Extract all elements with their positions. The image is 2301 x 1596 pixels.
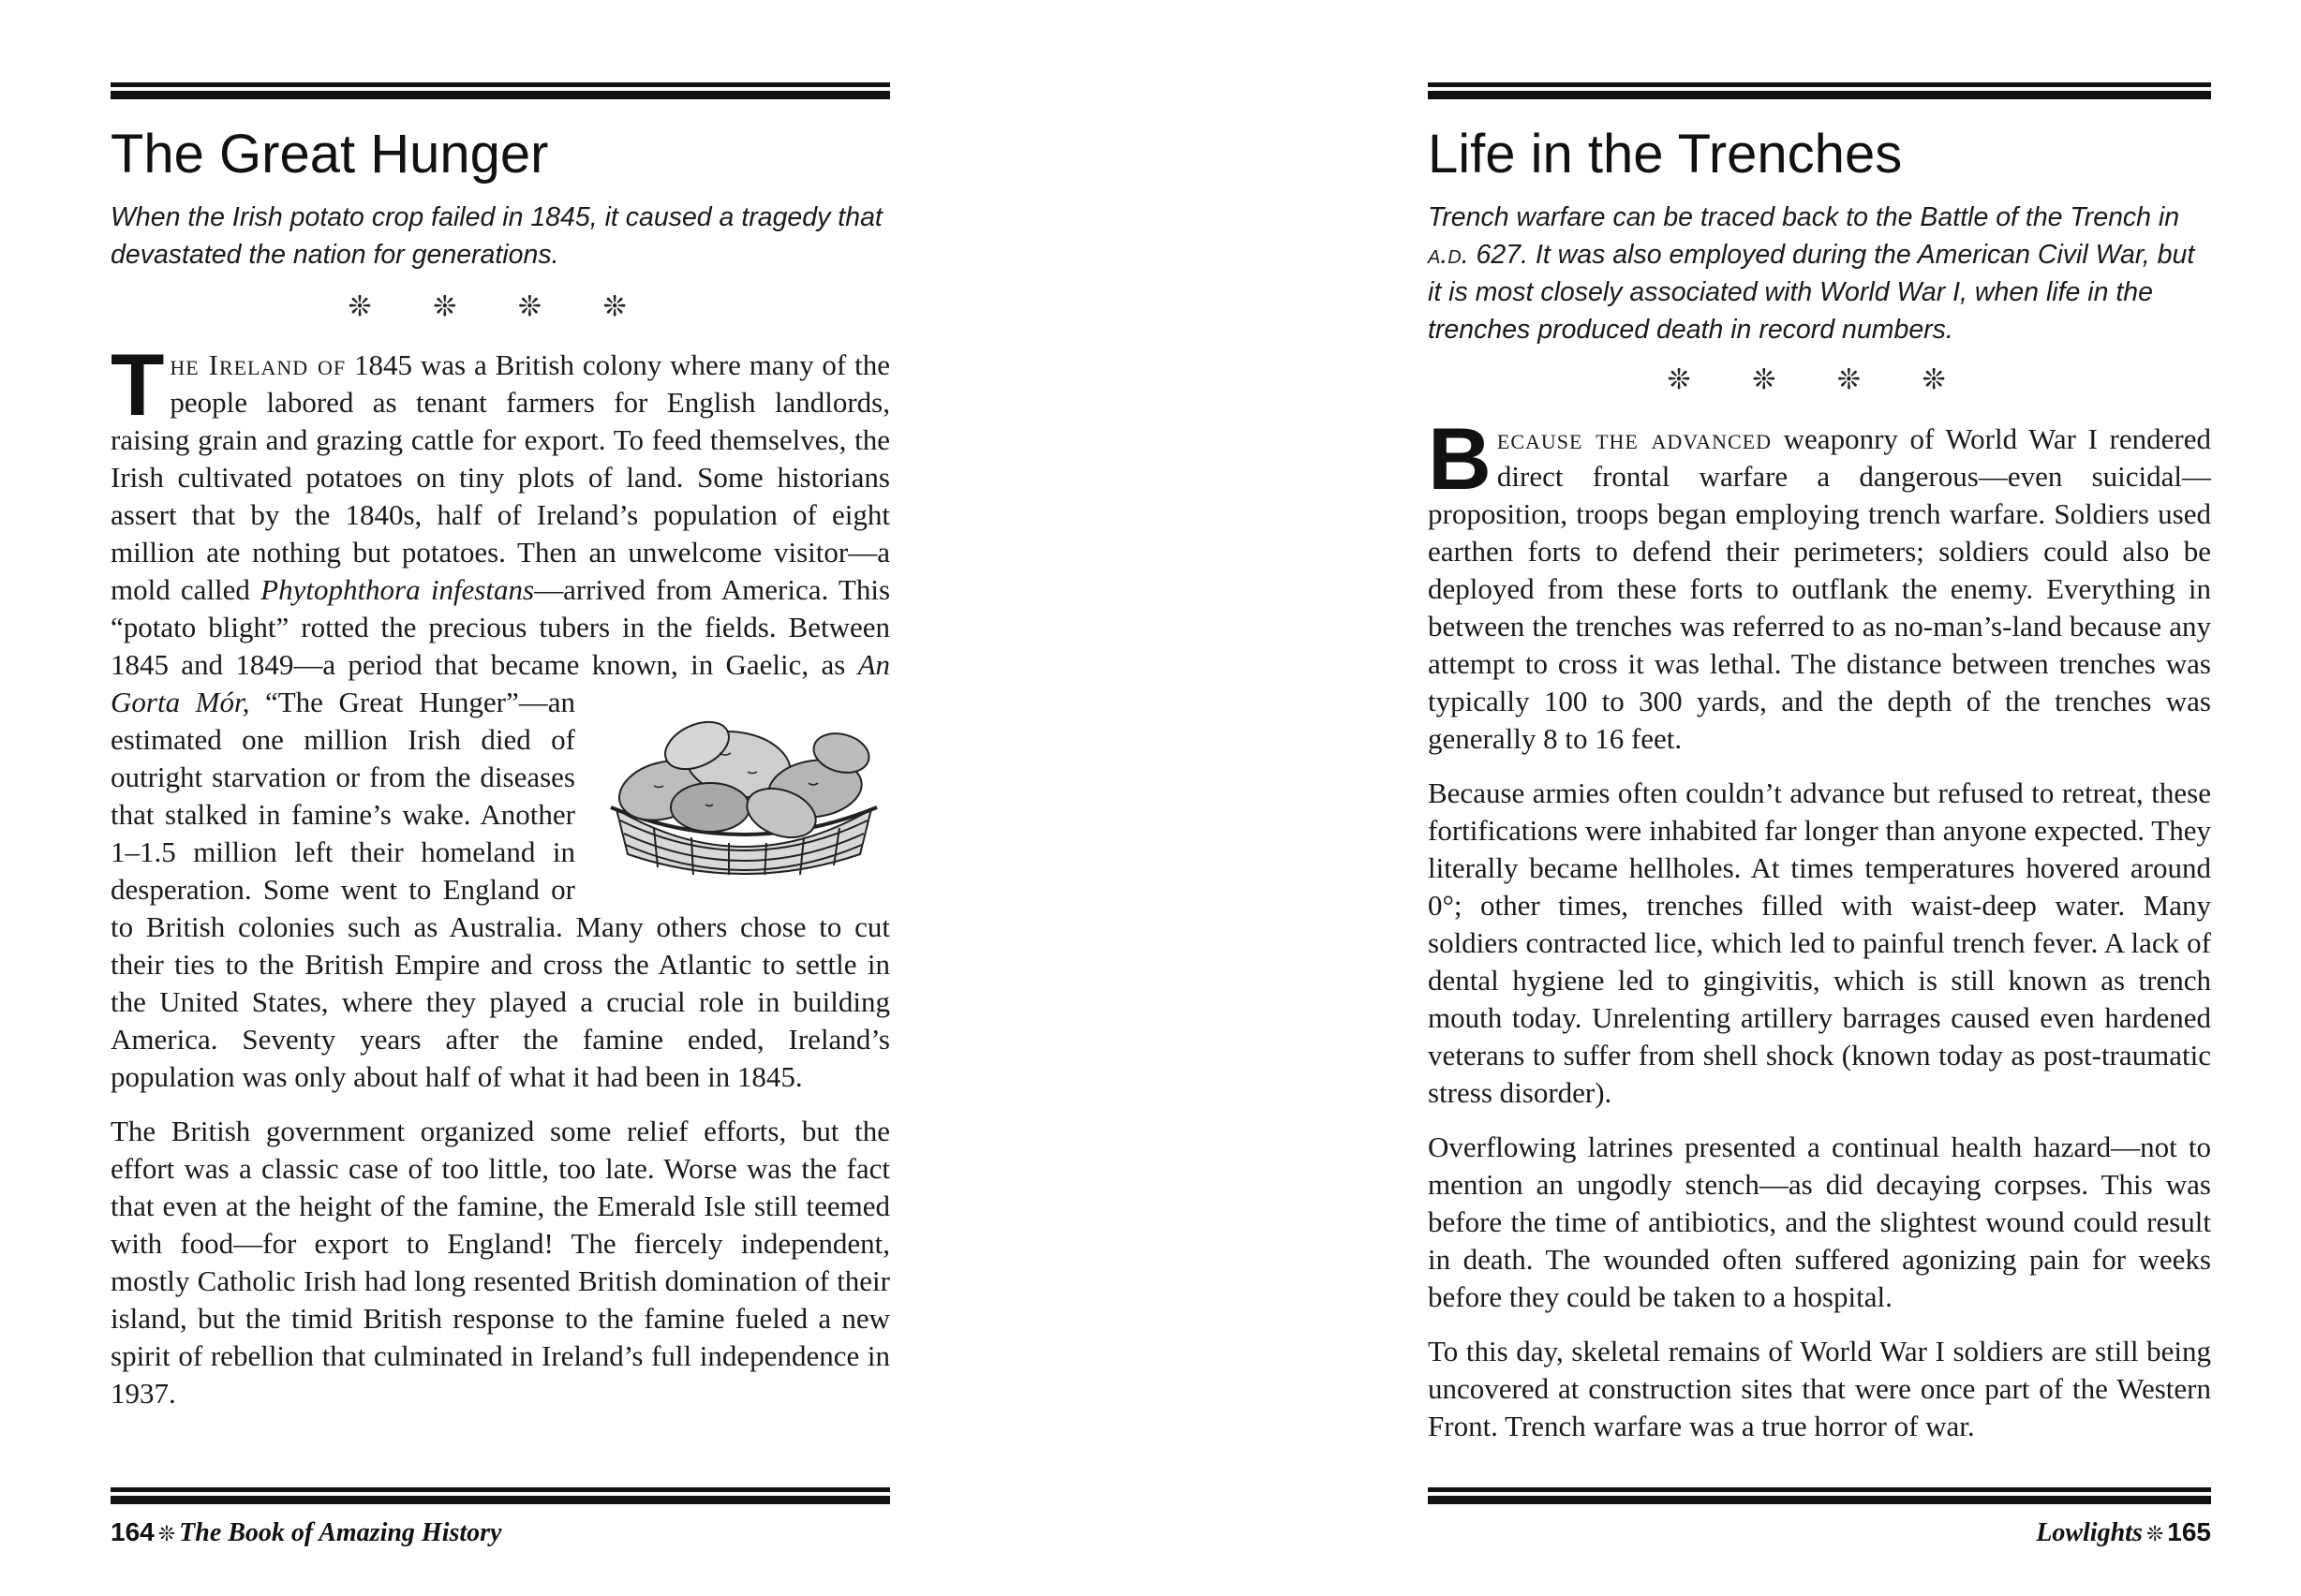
page-footer bbox=[111, 1515, 501, 1552]
lead-in-small-caps: he Ireland of bbox=[170, 348, 347, 381]
drop-cap: B bbox=[1428, 409, 1492, 508]
drop-cap: T bbox=[111, 335, 165, 434]
bottom-double-rule bbox=[1428, 1487, 2211, 1504]
top-double-rule bbox=[111, 82, 890, 99]
article-body bbox=[111, 335, 891, 1429]
lead-in-small-caps: ecause the advanced bbox=[1496, 422, 1773, 455]
paragraph-text: weaponry of World War I rendered direct frontal warfare a dangerous—even suicidal—proposition, troops began employing trench warfare. Soldiers used earthen forts to defend their perimeters; soldiers could also be deployed from these forts to outflank the enemy. Everything in between the trenches was referred to as no-man’s-land because any attempt to cross it was lethal. The distance between trenches was typically 100 to 300 yards, and the depth of the trenches was generally 8 to 16 feet. bbox=[1428, 422, 2211, 755]
paragraph: Because armies often couldn’t advance but refused to retreat, these fortifications were inhabited far longer than anyone expected. They literally became hellholes. At times temperatures hovered around 0°; other times, trenches filled with waist-deep water. Many soldiers contracted lice, which led to painful trench fever. A lack of dental hygiene led to gingivitis, which is still known as trench mouth today. Unrelenting artillery barrages caused even hardened veterans to suffer from shell shock (known today as post-traumatic stress disorder). bbox=[1428, 776, 2211, 1109]
article-body bbox=[1428, 409, 2211, 1462]
right-page bbox=[1428, 0, 2211, 1596]
paragraph bbox=[1428, 409, 2211, 758]
page-number: 165 bbox=[2167, 1517, 2211, 1546]
era-abbreviation: a.d. bbox=[1428, 240, 1469, 270]
ornament-star-icon: ❊ bbox=[2145, 1523, 2164, 1546]
subtitle-text: Trench warfare can be traced back to the Battle of the Trench in bbox=[1428, 202, 2180, 232]
gaelic-term: An Gorta Mór, bbox=[111, 648, 890, 718]
potato-basket-illustration bbox=[598, 697, 890, 875]
paragraph-text: 1845 was a British colony where many of the people labored as tenant farmers for English landlords, raising grain and grazing cattle for export. To feed themselves, the Irish cultivated potatoes on tiny plots of land. Some historians assert that by the 1840s, half of Ireland’s population of eight million ate nothing but potatoes. Then an unwelcome visitor—a mold called bbox=[111, 348, 890, 606]
page-subtitle bbox=[1428, 199, 2211, 348]
paragraph: The British government organized some relief efforts, but the effort was a classic case of too little, too late. Worse was the fact that even at the height of the famine, the Emerald Isle still teemed with food—for export to England! The fiercely independent, mostly Catholic Irish had long resented British domination of their island, but the timid British response to the famine fueled a new spirit of rebellion that culminated in Ireland’s full independence in 1937. bbox=[111, 1115, 890, 1410]
paragraph bbox=[111, 335, 891, 1096]
paragraph: To this day, skeletal remains of World War I soldiers are still being uncovered at construction sites that were once part of the Western Front. Trench warfare was a true horror of war. bbox=[1428, 1335, 2211, 1442]
ornament-star-icon: ❊ bbox=[157, 1523, 176, 1546]
page-title: Life in the Trenches bbox=[1428, 124, 1903, 185]
ornament-divider: ❊ ❊ ❊ ❊ bbox=[1667, 363, 1972, 396]
left-page bbox=[111, 0, 890, 1596]
paragraph-text: —arrived from America. This “potato blight” rotted the precious tubers in the fields. Between 1845 and 1849—a period that became known, in Gaelic, as bbox=[111, 573, 891, 681]
page-subtitle: When the Irish potato crop failed in 1845, it caused a tragedy that devastated the nation for generations. bbox=[111, 202, 883, 270]
paragraph: Overflowing latrines presented a continual health hazard—not to mention an ungodly stench—as did decaying corpses. This was before the time of antibiotics, and the slightest wound could result in death. The wounded often suffered agonizing pain for weeks before they could be taken to a hospital. bbox=[1428, 1130, 2211, 1313]
ornament-divider: ❊ ❊ ❊ ❊ bbox=[348, 290, 653, 323]
latin-name: Phytophthora infestans bbox=[260, 573, 535, 606]
page-footer bbox=[2036, 1515, 2211, 1552]
book-title: The Book of Amazing History bbox=[179, 1518, 502, 1547]
page-number: 164 bbox=[111, 1517, 155, 1546]
paragraph-text: “The Great Hunger”—an estimated one million Irish died of outright starvation or from the diseases that stalked in famine’s wake. Another 1–1.5 million left their homeland in desperation. Some went to England or to British colonies such as Australia. Many others chose to cut their ties to the British Empire and cross the Atlantic to settle in the United States, where they played a crucial role in building America. Seventy years after the famine ended, Ireland’s population was only about half of what it had been in 1845. bbox=[111, 686, 890, 1093]
subtitle-text: 627. It was also employed during the American Civil War, but it is most closely associated with World War I, when life in the trenches produced death in record numbers. bbox=[1428, 240, 2195, 345]
section-title: Lowlights bbox=[2036, 1518, 2143, 1547]
bottom-double-rule bbox=[111, 1487, 890, 1504]
page-title: The Great Hunger bbox=[111, 124, 549, 185]
top-double-rule bbox=[1428, 82, 2211, 99]
